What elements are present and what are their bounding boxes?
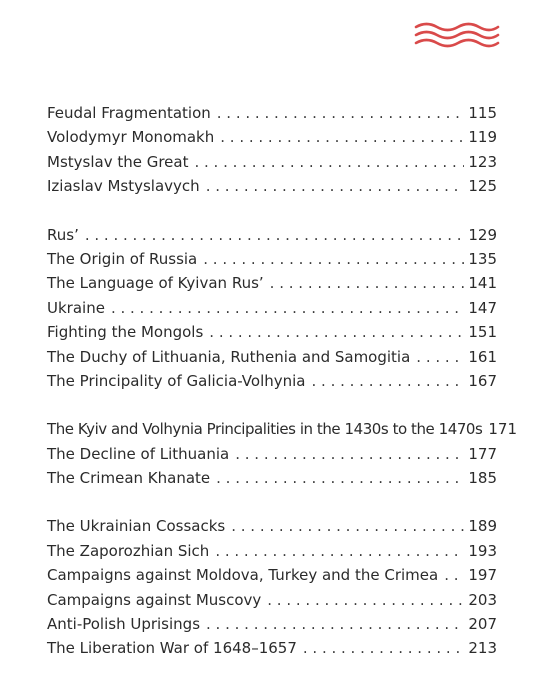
dot-leader: [209, 320, 464, 344]
toc-entry[interactable]: [47, 588, 497, 612]
toc-group: [47, 101, 497, 199]
toc-entry-page: 123: [468, 152, 497, 171]
dot-leader: [206, 612, 464, 636]
toc-entry-page: 161: [468, 347, 497, 366]
toc-entry-page: 167: [468, 371, 497, 390]
dot-leader: [203, 247, 464, 271]
toc-entry-page: 119: [468, 128, 497, 147]
toc-entry[interactable]: [47, 369, 497, 393]
dot-leader: [270, 271, 465, 295]
dot-leader: [231, 514, 464, 538]
toc-entry-title: Rus’: [47, 225, 79, 244]
toc-entry-title: Mstyslav the Great: [47, 152, 189, 171]
dot-leader: [215, 539, 464, 563]
toc-entry-title: The Decline of Lithuania: [47, 444, 230, 463]
table-of-contents: [47, 101, 518, 661]
toc-entry-page: 185: [468, 469, 497, 488]
toc-entry-title: Iziaslav Mstyslavych: [47, 177, 200, 196]
toc-entry[interactable]: [47, 150, 497, 174]
toc-entry-page: 213: [468, 639, 497, 658]
toc-entry[interactable]: [47, 442, 497, 466]
toc-entry[interactable]: [47, 539, 497, 563]
toc-entry[interactable]: [47, 320, 497, 344]
toc-entry[interactable]: [47, 636, 497, 660]
dot-leader: [303, 636, 464, 660]
toc-entry-page: 125: [468, 177, 497, 196]
toc-entry-title: Ukraine: [47, 298, 105, 317]
dot-leader: [312, 369, 465, 393]
dot-leader: [267, 588, 464, 612]
toc-entry-title: Feudal Fragmentation: [47, 104, 211, 122]
toc-entry[interactable]: [47, 296, 497, 320]
toc-entry-title: The Liberation War of 1648–1657: [47, 639, 297, 658]
toc-entry[interactable]: [47, 247, 497, 271]
toc-entry-title: Fighting the Mongols: [47, 323, 204, 342]
toc-entry[interactable]: [47, 514, 497, 538]
dot-leader: [235, 442, 464, 466]
toc-group: [47, 223, 497, 394]
dot-leader: [217, 101, 465, 125]
dot-leader: [111, 296, 464, 320]
toc-entry-page: 141: [468, 274, 497, 293]
toc-entry[interactable]: [47, 125, 497, 149]
toc-entry-page: 115: [468, 104, 497, 122]
dot-leader: [220, 125, 464, 149]
toc-entry[interactable]: [47, 345, 497, 369]
toc-entry-title: The Kyiv and Volhynia Principalities in the 1430s to the 1470s: [47, 420, 483, 439]
toc-entry-page: 135: [468, 249, 497, 268]
toc-entry[interactable]: [47, 466, 497, 490]
dot-leader: [444, 563, 464, 587]
toc-entry-page: 147: [468, 298, 497, 317]
toc-entry-title: The Zaporozhian Sich: [47, 541, 210, 560]
toc-group: [47, 417, 518, 490]
toc-entry-page: 193: [468, 541, 497, 560]
toc-entry[interactable]: [47, 223, 497, 247]
toc-entry-title: The Crimean Khanate: [47, 469, 211, 488]
toc-entry[interactable]: [47, 174, 497, 198]
toc-entry[interactable]: [47, 612, 497, 636]
toc-entry-title: The Ukrainian Cossacks: [47, 517, 226, 536]
toc-entry-page: 151: [468, 323, 497, 342]
toc-entry-page: 203: [468, 590, 497, 609]
dot-leader: [416, 345, 464, 369]
toc-entry-page: 189: [468, 517, 497, 536]
toc-group: [47, 514, 497, 660]
wave-ornament-icon: [414, 20, 500, 50]
dot-leader: [206, 174, 465, 198]
toc-entry-title: Campaigns against Muscovy: [47, 590, 262, 609]
dot-leader: [194, 150, 464, 174]
toc-entry[interactable]: [47, 563, 497, 587]
toc-entry-page: 129: [468, 225, 497, 244]
toc-entry[interactable]: [47, 101, 497, 125]
toc-entry-title: Campaigns against Moldova, Turkey and the Crimea: [47, 566, 439, 585]
toc-entry-title: The Language of Kyivan Rus’: [47, 274, 264, 293]
toc-entry-title: Anti-Polish Uprisings: [47, 615, 201, 634]
toc-entry-title: The Origin of Russia: [47, 249, 198, 268]
dot-leader: [85, 223, 465, 247]
toc-entry-title: The Duchy of Lithuania, Ruthenia and Samogitia: [47, 347, 411, 366]
dot-leader: [216, 466, 464, 490]
toc-entry-title: Volodymyr Monomakh: [47, 128, 215, 147]
toc-entry[interactable]: [47, 417, 518, 441]
toc-entry-page: 171: [488, 420, 518, 439]
toc-entry[interactable]: [47, 271, 497, 295]
toc-entry-page: 177: [468, 444, 497, 463]
toc-entry-title: The Principality of Galicia-Volhynia: [47, 371, 306, 390]
toc-entry-page: 197: [468, 566, 497, 585]
toc-entry-page: 207: [468, 615, 497, 634]
